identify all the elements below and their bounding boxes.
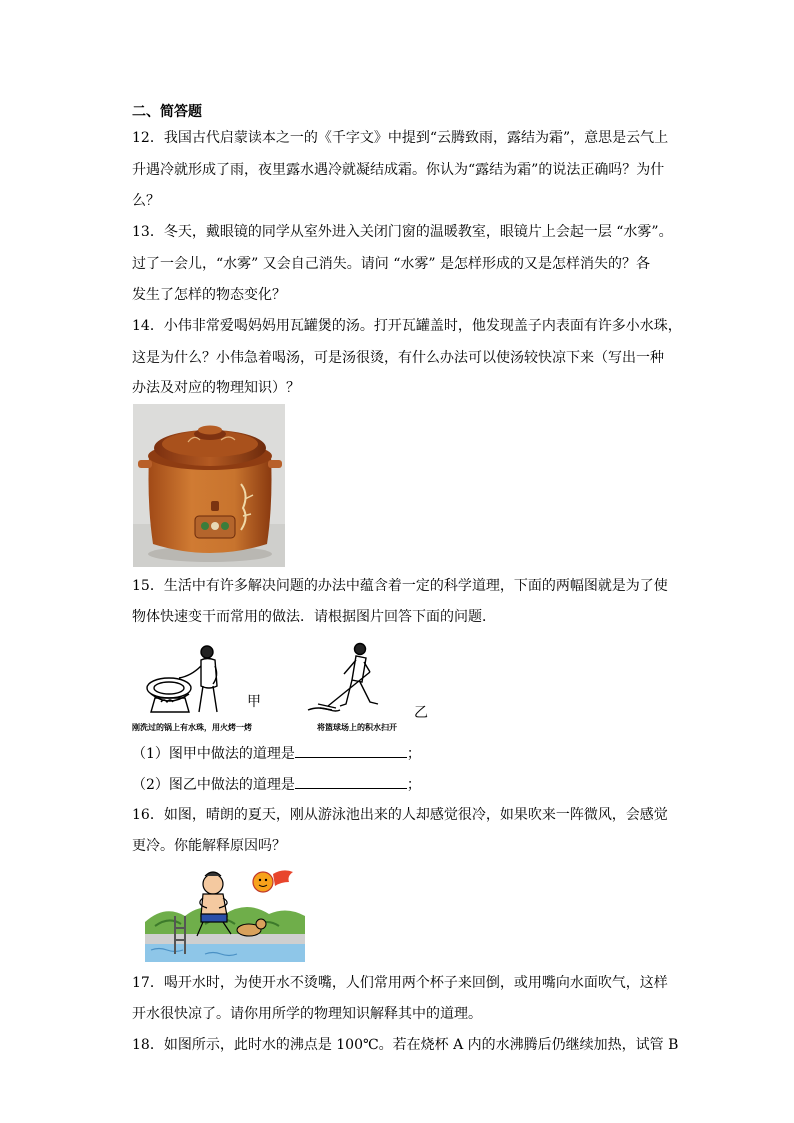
q15-sub2-blank — [295, 774, 407, 789]
caption-yi: 将篮球场上的积水扫开 — [317, 723, 397, 732]
q14-line3: 办法及对应的物理知识）？ — [132, 380, 300, 396]
q17-line1: 17．喝开水时，为使开水不烫嘴，人们常用两个杯子来回倒，或用嘴向水面吹气，这样 — [132, 975, 668, 991]
q15-sub2 — [132, 774, 421, 795]
q15-line2: 物体快速变干而常用的做法．请根据图片回答下面的问题． — [132, 609, 496, 625]
q15-sub1-text: （1）图甲中做法的道理是 — [132, 746, 295, 762]
q14-line1: 14．小伟非常爱喝妈妈用瓦罐煲的汤。打开瓦罐盖时，他发现盖子内表面有许多小水珠， — [132, 318, 682, 334]
q15-sub2-text: （2）图乙中做法的道理是 — [132, 777, 295, 793]
q14-line2: 这是为什么？小伟急着喝汤，可是汤很烫，有什么办法可以使汤较快凉下来（写出一种 — [132, 350, 664, 366]
q13-line2: 过了一会儿，“水雾” 又会自己消失。请问 “水雾” 是怎样形成的又是怎样消失的？各 — [132, 256, 650, 272]
q15-sub2-end: ； — [406, 777, 421, 793]
caption-jia: 刚洗过的锅上有水珠，用火烤一烤 — [132, 723, 252, 732]
q12-line1: 12．我国古代启蒙读本之一的《千字文》中提到“云腾致雨，露结为霜”，意思是云气上 — [132, 130, 669, 146]
q15-line1: 15．生活中有许多解决问题的办法中蕴含着一定的科学道理，下面的两幅图就是为了使 — [132, 578, 668, 594]
q13-line1: 13．冬天，戴眼镜的同学从室外进入关闭门窗的温暖教室，眼镜片上会起一层 “水雾”。 — [132, 224, 673, 240]
q12-line2: 升遇冷就形成了雨，夜里露水遇冷就凝结成霜。你认为“露结为霜”的说法正确吗？为什 — [132, 162, 665, 178]
q16-line2: 更冷。你能解释原因吗？ — [132, 838, 286, 854]
figure-yi-sweeping-water — [300, 640, 410, 720]
figure-swimmer-cold — [145, 864, 305, 962]
q12-line3: 么？ — [132, 193, 160, 209]
label-yi: 乙 — [414, 705, 428, 721]
q13-line3: 发生了怎样的物态变化？ — [132, 287, 286, 303]
q16-line1: 16．如图，晴朗的夏天，刚从游泳池出来的人却感觉很冷，如果吹来一阵微风，会感觉 — [132, 807, 668, 823]
section-heading: 二、简答题 — [132, 104, 202, 120]
q18-line1: 18．如图所示，此时水的沸点是 100℃。若在烧杯 A 内的水沸腾后仍继续加热，试管 B — [132, 1037, 679, 1053]
label-jia: 甲 — [247, 694, 261, 710]
figure-jia-pot-drying — [145, 642, 237, 720]
q15-sub1-blank — [295, 743, 407, 758]
clay-pot-image — [133, 404, 285, 567]
q15-sub1 — [132, 743, 421, 764]
q15-sub1-end: ； — [406, 746, 421, 762]
q17-line2: 开水很快凉了。请你用所学的物理知识解释其中的道理。 — [132, 1006, 482, 1022]
